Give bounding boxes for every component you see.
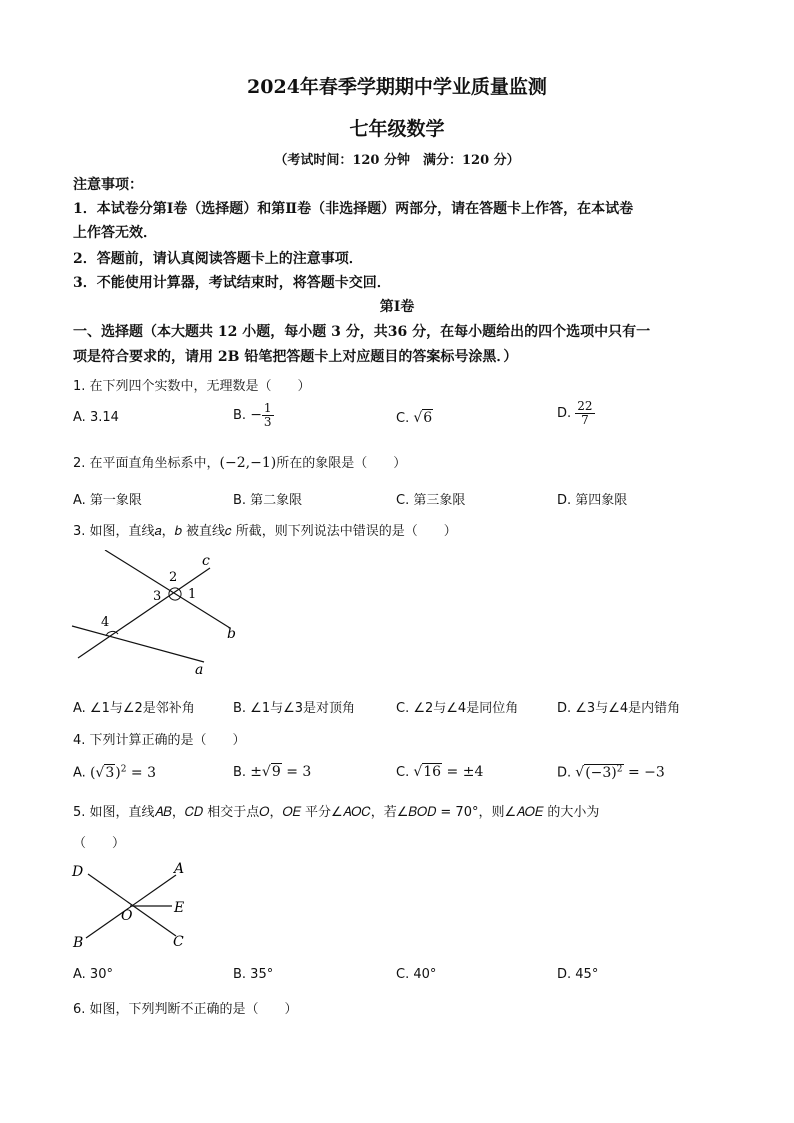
exam-title: 2024年春季学期期中学业质量监测 (247, 76, 547, 98)
q5-option-b: B. 35° (233, 967, 274, 982)
q4-option-b: B. ±√9 = 3 (233, 764, 312, 780)
q6-stem: 6. 如图，下列判断不正确的是（ ） (73, 1002, 298, 1017)
q2-option-d: D. 第四象限 (557, 493, 628, 508)
q4-option-b-rhs: = 3 (281, 764, 312, 780)
q2-point: (−2,−1) (219, 455, 277, 471)
q4-option-c: C. √16 = ±4 (396, 764, 484, 780)
q1-option-b-denominator: 3 (263, 415, 272, 430)
exam-subtitle: 七年级数学 (349, 118, 445, 140)
q5-stem-line-2: （ ） (73, 836, 126, 851)
q1-option-a-value: 3.14 (89, 410, 119, 425)
q3-option-c: C. ∠2与∠4是同位角 (396, 701, 519, 716)
note-item-3: 3．不能使用计算器，考试结束时，将答题卡交回． (73, 275, 391, 291)
q4-option-d-radicand: (−3) (585, 764, 617, 781)
label-c: c (202, 553, 210, 569)
q4-option-b-pre: ± (250, 764, 262, 780)
q5-stem-line-1: 5. 如图，直线𝐴𝐵，𝐶𝐷 相交于点𝑂，𝑂𝐸 平分∠𝐴𝑂𝐶，若∠𝐵𝑂𝐷 = 70°，则∠𝐴𝑂𝐸 的大小为 (73, 805, 600, 820)
q2-option-b: B. 第二象限 (233, 493, 303, 508)
part1-instructions-line-1: 一、选择题（本大题共 12 小题，每小题 3 分，共36 分，在每小题给出的四个选项中只有一 (73, 324, 651, 340)
exam-info: （考试时间：120 分钟 满分：120 分） (274, 153, 520, 168)
q1-option-a-label: A. (73, 410, 90, 425)
q2-option-a: A. 第一象限 (73, 493, 142, 508)
label-o: O (121, 908, 133, 924)
q2-stem (73, 452, 406, 471)
note-item-2: 2．答题前，请认真阅读答题卡上的注意事项． (73, 251, 363, 267)
label-e: E (174, 900, 185, 916)
notes-heading: 注意事项： (73, 177, 143, 193)
q5-figure (66, 858, 196, 954)
line-a (72, 626, 204, 662)
q1-option-a (73, 410, 119, 425)
q4-option-b-radicand: 9 (271, 764, 281, 780)
q4-option-b-label: B. (233, 765, 251, 780)
q3-option-b: B. ∠1与∠3是对顶角 (233, 701, 356, 716)
q2-stem-pre: 2. 在平面直角坐标系中， (73, 456, 220, 471)
q1-option-b: B. − $\frac{1}{3}$ (233, 401, 272, 430)
q3-stem: 3. 如图，直线𝑎，𝑏 被直线𝑐 所截，则下列说法中错误的是（ ） (73, 524, 457, 539)
label-c: C (173, 934, 184, 950)
q4-option-a-radicand: 3 (105, 764, 115, 781)
q1-option-c: C. √6 (396, 410, 433, 426)
q4-option-c-radicand: 16 (423, 764, 442, 780)
label-b: B (73, 935, 84, 951)
label-1: 1 (188, 587, 197, 602)
q1-option-c-radicand: 6 (423, 410, 433, 426)
q2-stem-post: 所在的象限是（ ） (276, 456, 407, 471)
note-item-1-line-1: 1．本试卷分第Ⅰ卷（选择题）和第Ⅱ卷（非选择题）两部分，请在答题卡上作答，在本试卷 (73, 201, 634, 217)
q1-stem: 1. 在下列四个实数中，无理数是（ ） (73, 379, 311, 394)
q4-option-d: D. $√(-3)^2 = -3$ (557, 764, 665, 781)
q4-option-c-rhs: = ±4 (442, 764, 484, 780)
line-b (105, 550, 230, 628)
q1-option-b-numerator: 1 (263, 401, 272, 415)
q5-option-d: D. 45° (557, 967, 599, 982)
q4-option-a-label: A. (73, 765, 90, 781)
label-4: 4 (101, 615, 110, 630)
q4-option-a-rhs: = 3 (126, 764, 156, 781)
q4-option-a: A. $(√3)^2 = 3$ (73, 764, 156, 781)
q4-option-c-label: C. (396, 765, 414, 780)
q1-option-d (557, 400, 595, 427)
q1-option-b-label: B. (233, 408, 251, 424)
q4-option-d-rhs: = −3 (623, 764, 665, 781)
q1-option-d-label: D. (557, 406, 576, 422)
label-d: D (72, 864, 84, 880)
label-a: a (195, 662, 204, 678)
q5-option-c: C. 40° (396, 967, 437, 982)
part1-instructions-line-2: 项是符合要求的，请用 2B 铅笔把答题卡上对应题目的答案标号涂黑．） (73, 349, 518, 365)
label-3: 3 (153, 589, 162, 604)
q1-option-c-label: C. (396, 411, 414, 426)
q3-option-d: D. ∠3与∠4是内错角 (557, 701, 681, 716)
q1-option-d-denominator: 7 (581, 413, 589, 428)
q5-option-a: A. 30° (73, 967, 113, 982)
label-a: A (174, 861, 185, 877)
q3-figure (68, 550, 248, 678)
q3-option-a: A. ∠1与∠2是邻补角 (73, 701, 195, 716)
q2-option-c: C. 第三象限 (396, 493, 466, 508)
q4-stem: 4. 下列计算正确的是（ ） (73, 733, 246, 748)
volume-heading: 第Ⅰ卷 (379, 299, 415, 315)
line-c (78, 568, 210, 658)
q4-option-d-label: D. (557, 765, 576, 781)
label-2: 2 (169, 570, 178, 585)
label-b: b (227, 626, 236, 642)
q1-option-d-numerator: 22 (577, 399, 593, 413)
note-item-1-line-2: 上作答无效． (73, 225, 157, 241)
